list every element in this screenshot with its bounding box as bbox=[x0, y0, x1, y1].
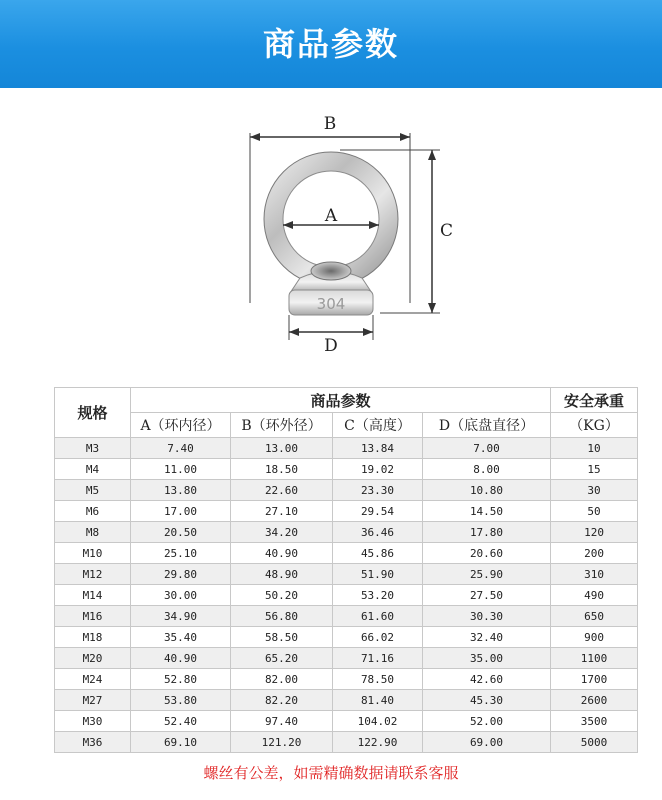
cell-b-outer-dia: 121.20 bbox=[231, 732, 333, 753]
cell-safe-load: 3500 bbox=[551, 711, 638, 732]
cell-c-height: 23.30 bbox=[333, 480, 423, 501]
cell-c-height: 104.02 bbox=[333, 711, 423, 732]
cell-d-base-dia: 35.00 bbox=[423, 648, 551, 669]
cell-spec: M10 bbox=[55, 543, 131, 564]
cell-spec: M6 bbox=[55, 501, 131, 522]
cell-d-base-dia: 10.80 bbox=[423, 480, 551, 501]
cell-safe-load: 15 bbox=[551, 459, 638, 480]
eye-nut-illustration bbox=[0, 88, 662, 388]
cell-safe-load: 5000 bbox=[551, 732, 638, 753]
cell-b-outer-dia: 82.20 bbox=[231, 690, 333, 711]
cell-b-outer-dia: 22.60 bbox=[231, 480, 333, 501]
cell-safe-load: 50 bbox=[551, 501, 638, 522]
table-row bbox=[55, 669, 638, 690]
table-row bbox=[55, 711, 638, 732]
column-header-d: D（底盘直径） bbox=[423, 413, 551, 438]
cell-b-outer-dia: 48.90 bbox=[231, 564, 333, 585]
cell-spec: M30 bbox=[55, 711, 131, 732]
table-row bbox=[55, 732, 638, 753]
cell-d-base-dia: 27.50 bbox=[423, 585, 551, 606]
cell-a-inner-dia: 69.10 bbox=[131, 732, 231, 753]
cell-c-height: 51.90 bbox=[333, 564, 423, 585]
cell-a-inner-dia: 30.00 bbox=[131, 585, 231, 606]
cell-c-height: 53.20 bbox=[333, 585, 423, 606]
cell-d-base-dia: 30.30 bbox=[423, 606, 551, 627]
cell-b-outer-dia: 18.50 bbox=[231, 459, 333, 480]
cell-c-height: 29.54 bbox=[333, 501, 423, 522]
cell-a-inner-dia: 17.00 bbox=[131, 501, 231, 522]
cell-safe-load: 310 bbox=[551, 564, 638, 585]
header-load-unit: （KG） bbox=[551, 413, 638, 438]
cell-spec: M5 bbox=[55, 480, 131, 501]
table-row bbox=[55, 459, 638, 480]
cell-b-outer-dia: 40.90 bbox=[231, 543, 333, 564]
table-row bbox=[55, 690, 638, 711]
cell-b-outer-dia: 65.20 bbox=[231, 648, 333, 669]
cell-a-inner-dia: 53.80 bbox=[131, 690, 231, 711]
cell-a-inner-dia: 20.50 bbox=[131, 522, 231, 543]
column-header-c: C（高度） bbox=[333, 413, 423, 438]
cell-a-inner-dia: 52.40 bbox=[131, 711, 231, 732]
table-row bbox=[55, 480, 638, 501]
table-row bbox=[55, 543, 638, 564]
cell-a-inner-dia: 7.40 bbox=[131, 438, 231, 459]
page-title: 商品参数 bbox=[262, 25, 399, 63]
header-load: 安全承重 bbox=[551, 388, 638, 413]
cell-d-base-dia: 7.00 bbox=[423, 438, 551, 459]
material-stamp: 304 bbox=[316, 295, 346, 313]
cell-a-inner-dia: 29.80 bbox=[131, 564, 231, 585]
table-row bbox=[55, 648, 638, 669]
cell-spec: M3 bbox=[55, 438, 131, 459]
spec-table-container bbox=[54, 387, 637, 753]
cell-c-height: 122.90 bbox=[333, 732, 423, 753]
cell-a-inner-dia: 35.40 bbox=[131, 627, 231, 648]
dim-label-a: A bbox=[324, 206, 338, 226]
cell-safe-load: 1700 bbox=[551, 669, 638, 690]
cell-safe-load: 10 bbox=[551, 438, 638, 459]
dim-label-d: D bbox=[324, 336, 338, 356]
cell-spec: M24 bbox=[55, 669, 131, 690]
dim-label-b: B bbox=[323, 114, 337, 134]
cell-b-outer-dia: 97.40 bbox=[231, 711, 333, 732]
cell-a-inner-dia: 13.80 bbox=[131, 480, 231, 501]
header-spec: 规格 bbox=[55, 388, 131, 438]
table-row bbox=[55, 438, 638, 459]
cell-b-outer-dia: 13.00 bbox=[231, 438, 333, 459]
cell-spec: M14 bbox=[55, 585, 131, 606]
spec-table-body bbox=[55, 438, 638, 753]
cell-spec: M36 bbox=[55, 732, 131, 753]
cell-d-base-dia: 17.80 bbox=[423, 522, 551, 543]
cell-b-outer-dia: 82.00 bbox=[231, 669, 333, 690]
cell-d-base-dia: 25.90 bbox=[423, 564, 551, 585]
table-row bbox=[55, 522, 638, 543]
cell-b-outer-dia: 27.10 bbox=[231, 501, 333, 522]
cell-d-base-dia: 42.60 bbox=[423, 669, 551, 690]
cell-d-base-dia: 45.30 bbox=[423, 690, 551, 711]
cell-c-height: 61.60 bbox=[333, 606, 423, 627]
cell-spec: M27 bbox=[55, 690, 131, 711]
cell-d-base-dia: 14.50 bbox=[423, 501, 551, 522]
header-params: 商品参数 bbox=[131, 388, 551, 413]
cell-safe-load: 900 bbox=[551, 627, 638, 648]
table-row bbox=[55, 564, 638, 585]
cell-a-inner-dia: 52.80 bbox=[131, 669, 231, 690]
cell-c-height: 45.86 bbox=[333, 543, 423, 564]
cell-a-inner-dia: 40.90 bbox=[131, 648, 231, 669]
cell-a-inner-dia: 11.00 bbox=[131, 459, 231, 480]
cell-safe-load: 2600 bbox=[551, 690, 638, 711]
column-header-b: B（环外径） bbox=[231, 413, 333, 438]
column-header-a: A（环内径） bbox=[131, 413, 231, 438]
cell-c-height: 66.02 bbox=[333, 627, 423, 648]
cell-b-outer-dia: 34.20 bbox=[231, 522, 333, 543]
cell-spec: M18 bbox=[55, 627, 131, 648]
cell-c-height: 19.02 bbox=[333, 459, 423, 480]
cell-b-outer-dia: 58.50 bbox=[231, 627, 333, 648]
cell-d-base-dia: 69.00 bbox=[423, 732, 551, 753]
cell-d-base-dia: 52.00 bbox=[423, 711, 551, 732]
cell-c-height: 13.84 bbox=[333, 438, 423, 459]
cell-safe-load: 120 bbox=[551, 522, 638, 543]
cell-spec: M8 bbox=[55, 522, 131, 543]
cell-d-base-dia: 8.00 bbox=[423, 459, 551, 480]
cell-safe-load: 650 bbox=[551, 606, 638, 627]
tolerance-note: 螺丝有公差，如需精确数据请联系客服 bbox=[203, 764, 459, 782]
cell-b-outer-dia: 56.80 bbox=[231, 606, 333, 627]
dim-label-c: C bbox=[440, 221, 454, 241]
cell-a-inner-dia: 34.90 bbox=[131, 606, 231, 627]
cell-safe-load: 1100 bbox=[551, 648, 638, 669]
table-row bbox=[55, 606, 638, 627]
cell-safe-load: 200 bbox=[551, 543, 638, 564]
cell-c-height: 78.50 bbox=[333, 669, 423, 690]
cell-spec: M4 bbox=[55, 459, 131, 480]
cell-a-inner-dia: 25.10 bbox=[131, 543, 231, 564]
cell-b-outer-dia: 50.20 bbox=[231, 585, 333, 606]
cell-c-height: 81.40 bbox=[333, 690, 423, 711]
table-row bbox=[55, 627, 638, 648]
cell-spec: M20 bbox=[55, 648, 131, 669]
table-row bbox=[55, 585, 638, 606]
table-row bbox=[55, 501, 638, 522]
spec-table bbox=[54, 387, 638, 753]
cell-c-height: 71.16 bbox=[333, 648, 423, 669]
cell-c-height: 36.46 bbox=[333, 522, 423, 543]
cell-spec: M16 bbox=[55, 606, 131, 627]
cell-d-base-dia: 20.60 bbox=[423, 543, 551, 564]
cell-spec: M12 bbox=[55, 564, 131, 585]
cell-safe-load: 490 bbox=[551, 585, 638, 606]
eye-nut-diagram bbox=[0, 88, 662, 388]
cell-d-base-dia: 32.40 bbox=[423, 627, 551, 648]
cell-safe-load: 30 bbox=[551, 480, 638, 501]
